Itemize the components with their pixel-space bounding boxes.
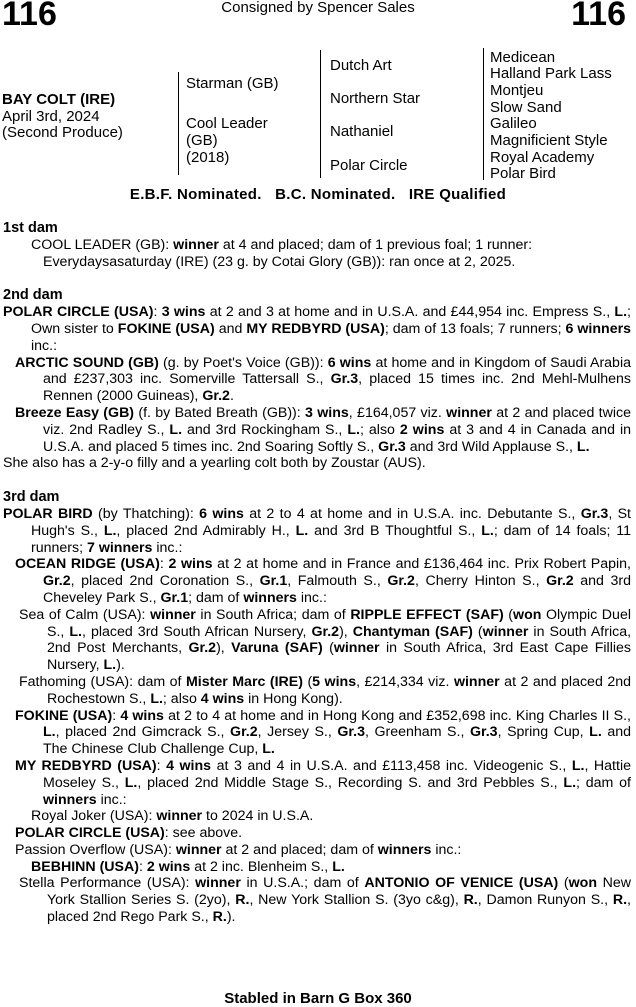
pedigree-g3-3: Montjeu <box>490 82 544 99</box>
third-dam-foal-2: FOKINE (USA): 4 wins at 2 to 4 at home and in Hong Kong and £352,698 inc. King Charles II S., L., placed 2nd Gimcrack S., Gr.2, Jersey S., Gr.3, Greenham S., Gr.3, Spring Cup, L. and The Chinese Club Challenge Cup, L. <box>15 707 631 758</box>
pedigree-dam-line1: Cool Leader <box>186 115 268 132</box>
pedigree-divider-2 <box>320 50 321 178</box>
horse-produce: (Second Produce) <box>2 124 123 141</box>
pedigree-dam-line3: (2018) <box>186 149 230 166</box>
lot-number-right: 116 <box>571 0 626 33</box>
second-dam-note: She also has a 2-y-o filly and a yearling colt both by Zoustar (AUS). <box>3 455 426 472</box>
pedigree-divider-3 <box>483 48 484 180</box>
third-dam-foal-1-prod-1: Sea of Calm (USA): winner in South Africa; dam of RIPPLE EFFECT (SAF) (won Olympic Duel S., L., placed 3rd South African Nursery, Gr.2), Chantyman (SAF) (winner in South Africa, 2nd Post Merchants, Gr.2), Varuna (SAF) (winner in South Africa, 3rd East Cape Fillies Nursery, L.). <box>19 606 632 674</box>
pedigree-sire: Starman (GB) <box>186 75 279 92</box>
third-dam-foal-1: OCEAN RIDGE (USA): 2 wins at 2 at home and in France and £136,464 inc. Prix Robert Papin, Gr.2, placed 2nd Coronation S., Gr.1, Falmouth S., Gr.2, Cherry Hinton S., Gr.2 and 3rd Cheveley Park S., Gr.1; dam of winners inc.: <box>15 556 631 606</box>
third-dam-foal-3: MY REDBYRD (USA): 4 wins at 3 and 4 in U.S.A. and £113,458 inc. Videogenic S., L., Hattie Moseley S., L., placed 2nd Middle Stage S., Recording S. and 3rd Pebbles S., L.; dam of winners inc.: <box>15 757 631 808</box>
first-dam-heading: 1st dam <box>3 220 58 236</box>
third-dam-entry: POLAR BIRD (by Thatching): 6 wins at 2 to 4 at home and in U.S.A. inc. Debutante S., Gr.3, St Hugh's S., L., placed 2nd Admirably H., L. and 3rd B Thoughtful S., L.; dam of 14 foals; 11 runners; 7 winners inc.: <box>3 505 631 556</box>
pedigree-dam-sire: Nathaniel <box>330 123 394 140</box>
third-dam-foal-5-prod-2: Stella Performance (USA): winner in U.S.A.; dam of ANTONIO OF VENICE (USA) (won New York Stallion Series S. (2yo), R., New York Stallion S. (3yo c&g), R., Damon Runyon S., R., placed 2nd Rego Park S., R.). <box>19 875 631 926</box>
third-dam-foal-5-prod-1: BEBHINN (USA): 2 wins at 2 inc. Blenheim S., L. <box>31 858 345 875</box>
third-dam-heading: 3rd dam <box>3 489 60 506</box>
pedigree-sire-sire: Dutch Art <box>330 57 392 74</box>
pedigree-sire-dam: Northern Star <box>330 90 421 107</box>
pedigree-g3-7: Royal Academy <box>490 149 595 166</box>
pedigree-g3-1: Medicean <box>490 49 556 66</box>
first-dam-entry: COOL LEADER (GB): winner at 4 and placed; dam of 1 previous foal; 1 runner: Everydaysasaturday (IRE) (23 g. by Cotai Glory (GB)): ran once at 2, 2025. <box>31 236 533 270</box>
pedigree-divider-1 <box>178 72 179 175</box>
consignor: Consigned by Spencer Sales <box>221 0 415 16</box>
catalogue-body <box>3 220 631 926</box>
horse-name: BAY COLT (IRE) <box>2 91 116 108</box>
stabling-footer: Stabled in Barn G Box 360 <box>224 990 412 1007</box>
third-dam-foal-5: Passion Overflow (USA): winner at 2 and placed; dam of winners inc.: <box>15 841 462 858</box>
pedigree-g3-2: Halland Park Lass <box>490 65 612 82</box>
pedigree-g3-4: Slow Sand <box>490 99 562 116</box>
pedigree-dam-line2: (GB) <box>186 132 218 149</box>
second-dam-heading: 2nd dam <box>3 287 63 304</box>
nominations: E.B.F. Nominated. B.C. Nominated. IRE Qualified <box>129 186 507 203</box>
lot-number-left: 116 <box>2 0 57 33</box>
pedigree-g3-6: Magnificient Style <box>490 132 608 149</box>
second-dam-entry: POLAR CIRCLE (USA): 3 wins at 2 and 3 at home and in U.S.A. and £44,954 inc. Empress S., L.; Own sister to FOKINE (USA) and MY REDBYRD (USA); dam of 13 foals; 7 runners; 6 winners inc.: <box>3 304 632 354</box>
pedigree-g3-8: Polar Bird <box>490 165 556 182</box>
pedigree-dam-dam: Polar Circle <box>330 157 408 174</box>
third-dam-foal-1-prod-2: Fathoming (USA): dam of Mister Marc (IRE) (5 wins, £214,334 viz. winner at 2 and placed 2nd Rochestown S., L.; also 4 wins in Hong Kong). <box>19 673 631 707</box>
third-dam-foal-3-prod-1: Royal Joker (USA): winner to 2024 in U.S.A. <box>31 808 314 825</box>
pedigree-g3-5: Galileo <box>490 115 537 132</box>
second-dam-foal-1: ARCTIC SOUND (GB) (g. by Poet's Voice (GB)): 6 wins at home and in Kingdom of Saudi Arabia and £237,303 inc. Somerville Tattersall S., Gr.3, placed 15 times inc. 2nd Mehl-Mulhens Rennen (2000 Guineas), Gr.2. <box>15 354 631 405</box>
second-dam-foal-2: Breeze Easy (GB) (f. by Bated Breath (GB)): 3 wins, £164,057 viz. winner at 2 and placed twice viz. 2nd Radley S., L. and 3rd Rockingham S., L.; also 2 wins at 3 and 4 in Canada and in U.S.A. and placed 5 times inc. 2nd Soaring Softly S., Gr.3 and 3rd Wild Applause S., L. <box>15 404 632 455</box>
third-dam-foal-4: POLAR CIRCLE (USA): see above. <box>15 825 243 842</box>
horse-dob: April 3rd, 2024 <box>2 108 100 125</box>
